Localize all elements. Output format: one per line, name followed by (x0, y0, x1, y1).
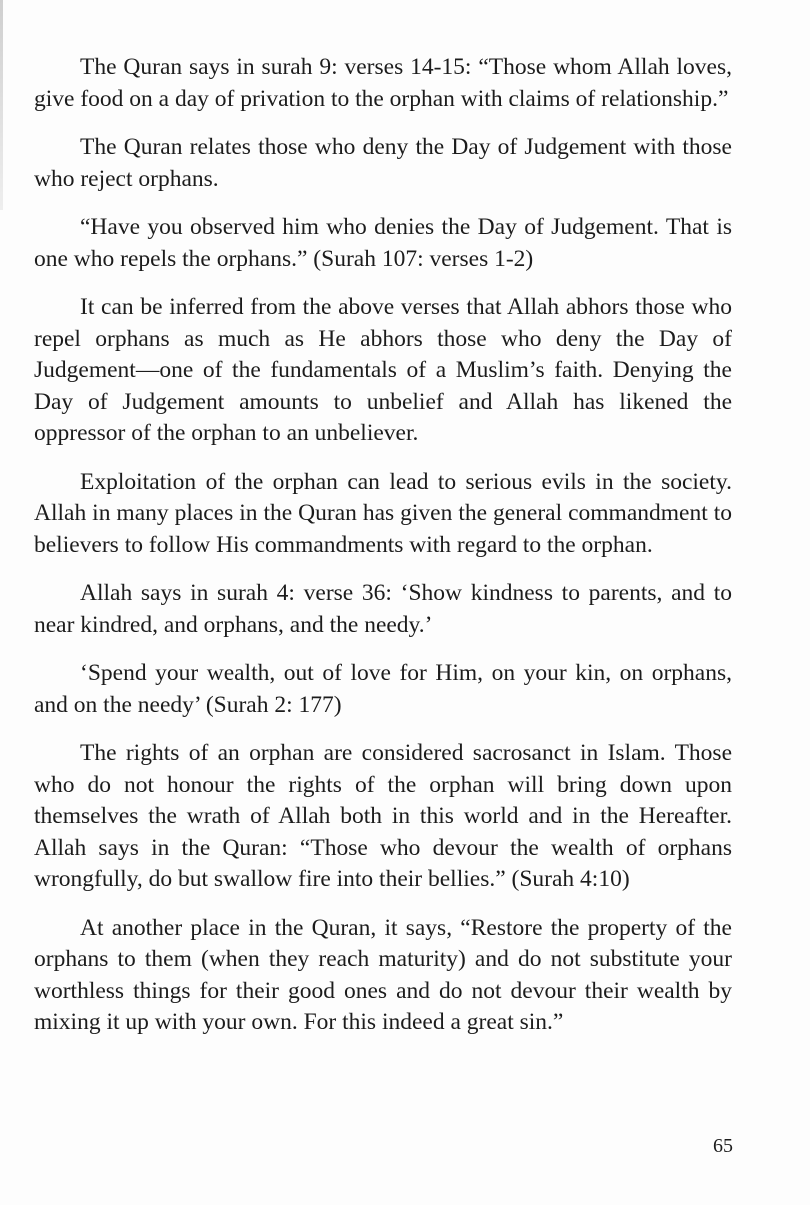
paragraph-2: The Quran relates those who deny the Day of Judgement with those who reject orphans. (34, 134, 732, 192)
paragraph-8: The rights of an orphan are considered sacrosanct in Islam. Those who do not honour the rights of the orphan will bring down upon themselves the wrath of Allah both in this world and in the Hereafter. Allah says in the Quran: “Those who devour the wealth of orphans wrongfully, do but swallow fire into their bellies.” (Surah 4:10) (34, 740, 732, 892)
paragraph-3: “Have you observed him who denies the Day of Judgement. That is one who repels the orphans.” (Surah 107: verses 1-2) (34, 214, 732, 272)
page-number: 65 (713, 1135, 733, 1157)
paragraph-6: Allah says in surah 4: verse 36: ‘Show kindness to parents, and to near kindred, and orphans, and the needy.’ (34, 580, 732, 638)
paragraph-4: It can be inferred from the above verses that Allah abhors those who repel orphans as much as He abhors those who deny the Day of Judgement—one of the fundamentals of a Muslim’s faith. Denying the Day of Judgement amounts to unbelief and Allah has likened the oppressor of the orphan to an unbeliever. (34, 294, 732, 446)
paragraph-9: At another place in the Quran, it says, “Restore the property of the orphans to them (when they reach maturity) and do not substitute your worthless things for their good ones and do not devour their wealth by mixing it up with your own. For this indeed a great sin.” (34, 914, 732, 1035)
body-text (34, 52, 732, 1056)
paragraph-5: Exploitation of the orphan can lead to serious evils in the society. Allah in many places in the Quran has given the general commandment to believers to follow His commandments with regard to the orphan. (34, 468, 732, 558)
page-edge-shadow (0, 0, 3, 210)
paragraph-7: ‘Spend your wealth, out of love for Him, on your kin, on orphans, and on the needy’ (Surah 2: 177) (34, 660, 732, 718)
paragraph-1: The Quran says in surah 9: verses 14-15: “Those whom Allah loves, give food on a day of privation to the orphan with claims of relationship.” (34, 54, 732, 112)
